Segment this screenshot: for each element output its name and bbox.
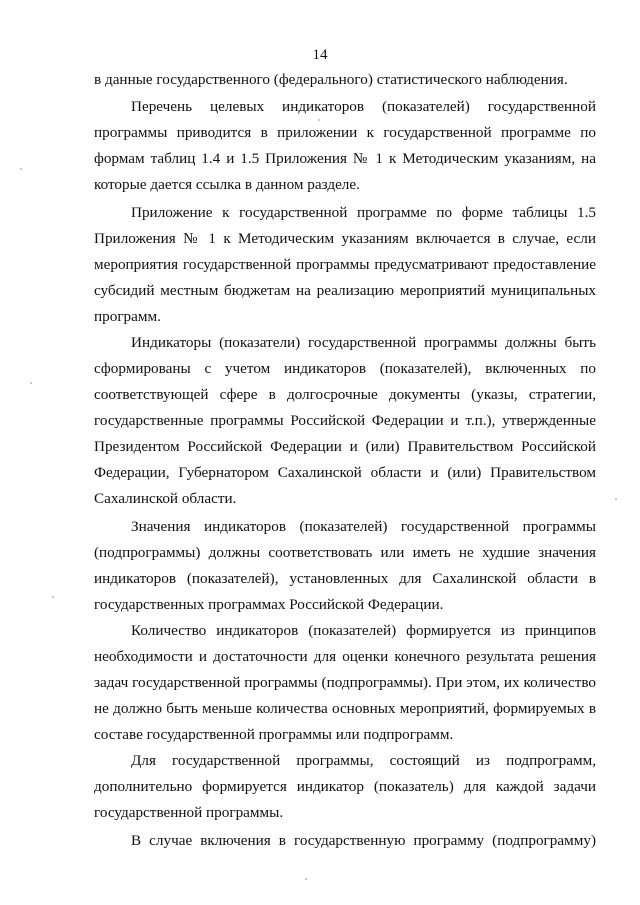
scan-speck: [20, 168, 22, 170]
text-line: Сахалинской области.: [94, 490, 237, 507]
text-line: Приложение к государственной программе по форме таблицы 1.5: [131, 204, 596, 221]
text-line: В случае включения в государственную программу (подпрограмму): [131, 832, 596, 849]
text-line: Приложения № 1 к Методическим указаниям включается в случае, если: [94, 230, 596, 247]
text-line: формам таблиц 1.4 и 1.5 Приложения № 1 к Методическим указаниям, на: [94, 150, 596, 167]
text-line: Значения индикаторов (показателей) государственной программы: [131, 518, 596, 535]
text-line: необходимости и достаточности для оценки конечного результата решения: [94, 648, 596, 665]
text-line: соответствующей сфере в долгосрочные документы (указы, стратегии,: [94, 386, 596, 403]
text-line: Индикаторы (показатели) государственной программы должны быть: [131, 334, 596, 351]
scan-speck: [305, 878, 307, 880]
text-line: в данные государственного (федерального) статистического наблюдения.: [94, 71, 568, 88]
text-line: Президентом Российской Федерации и (или) Правительством Российской: [94, 438, 596, 455]
text-line: сформированы с учетом индикаторов (показателей), включенных по: [94, 360, 596, 377]
text-line: которые дается ссылка в данном разделе.: [94, 176, 360, 193]
text-line: составе государственной программы или подпрограмм.: [94, 726, 454, 743]
text-line: программы приводится в приложении к государственной программе по: [94, 124, 596, 141]
text-line: Перечень целевых индикаторов (показателей) государственной: [131, 98, 596, 115]
text-line: субсидий местным бюджетам на реализацию мероприятий муниципальных: [94, 282, 596, 299]
text-line: Федерации, Губернатором Сахалинской области и (или) Правительством: [94, 464, 596, 481]
text-line: задач государственной программы (подпрограммы). При этом, их количество: [94, 674, 596, 691]
text-line: программ.: [94, 308, 161, 325]
text-line: государственных программах Российской Федерации.: [94, 596, 444, 613]
text-line: государственной программы.: [94, 804, 284, 821]
scan-speck: [318, 119, 320, 121]
text-line: Количество индикаторов (показателей) формируется из принципов: [131, 622, 596, 639]
scan-speck: [52, 596, 54, 598]
text-line: дополнительно формируется индикатор (показатель) для каждой задачи: [94, 778, 596, 795]
scan-speck: [30, 382, 32, 384]
page-number: 14: [312, 47, 328, 63]
text-line: не должно быть меньше количества основных мероприятий, формируемых в: [94, 700, 596, 717]
text-line: Для государственной программы, состоящий из подпрограмм,: [131, 752, 596, 769]
text-line: индикаторов (показателей), установленных для Сахалинской области в: [94, 570, 596, 587]
text-line: государственные программы Российской Федерации и т.п.), утвержденные: [94, 412, 596, 429]
text-line: (подпрограммы) должны соответствовать или иметь не худшие значения: [94, 544, 596, 561]
scan-speck: [615, 498, 617, 500]
text-line: мероприятия государственной программы предусматривают предоставление: [94, 256, 596, 273]
